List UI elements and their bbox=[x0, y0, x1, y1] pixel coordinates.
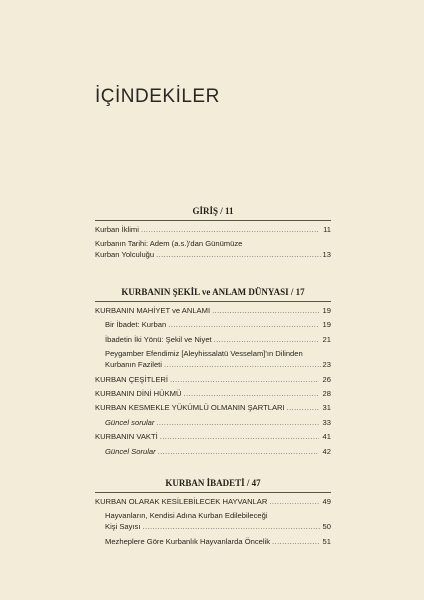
section-divider bbox=[95, 220, 331, 221]
toc-entry-page: 41 bbox=[322, 432, 331, 442]
toc-entry[interactable] bbox=[95, 536, 331, 547]
page-title: İÇİNDEKİLER bbox=[95, 86, 220, 107]
toc-entry-title: KURBAN ÇEŞİTLERİ bbox=[95, 374, 169, 384]
toc-entry-page: 42 bbox=[322, 446, 331, 456]
section-divider bbox=[95, 301, 331, 302]
dot-leader bbox=[272, 536, 319, 547]
dot-leader bbox=[170, 374, 319, 385]
dot-leader bbox=[168, 319, 319, 330]
toc-entry[interactable] bbox=[95, 319, 331, 330]
toc-entry[interactable] bbox=[95, 238, 331, 260]
toc-entry-page: 49 bbox=[322, 497, 331, 506]
toc-entry-page: 28 bbox=[322, 388, 331, 398]
toc-entry[interactable] bbox=[95, 334, 331, 345]
section-heading: KURBANIN ŞEKİL ve ANLAM DÜNYASI / 17 bbox=[121, 287, 305, 297]
dot-leader bbox=[212, 305, 319, 316]
toc-entry-page: 33 bbox=[322, 417, 331, 427]
toc-entry-page: 19 bbox=[322, 320, 331, 330]
toc-entry-page: 50 bbox=[322, 522, 331, 532]
toc-entry-page: 51 bbox=[322, 536, 331, 546]
toc-entry-title: KURBAN OLARAK KESİLEBİLECEK HAYVANLAR bbox=[95, 497, 268, 506]
toc-entry-title: Mezheplere Göre Kurbanlık Hayvanlarda Öncelik bbox=[105, 536, 271, 546]
toc-entry[interactable] bbox=[95, 388, 331, 399]
toc-entry[interactable] bbox=[95, 496, 331, 507]
dot-leader bbox=[287, 402, 319, 413]
toc-entry-title: Hayvanların, Kendisi Adına Kurban Edilebileceği bbox=[105, 511, 268, 521]
dot-leader bbox=[158, 446, 319, 457]
toc-entry-page: 13 bbox=[322, 250, 331, 260]
toc-entry-title: KURBANIN DİNİ HÜKMÜ bbox=[95, 388, 182, 398]
toc-entry-title: Kurbanın Tarihi: Adem (a.s.)'dan Günümüze bbox=[95, 239, 243, 249]
dot-leader bbox=[142, 521, 320, 532]
toc-entry-title: İbadetin İki Yönü: Şekil ve Niyet bbox=[105, 334, 212, 344]
toc-entry-page: 31 bbox=[322, 403, 331, 413]
dot-leader bbox=[269, 496, 319, 507]
toc-entry-page: 26 bbox=[322, 374, 331, 384]
dot-leader bbox=[156, 417, 319, 428]
toc-section-kurban-ibadeti bbox=[95, 478, 331, 550]
toc-entry-title: Güncel sorular bbox=[105, 417, 155, 427]
toc-entry-title: KURBANIN MAHİYET ve ANLAMI bbox=[95, 306, 211, 315]
dot-leader bbox=[156, 249, 320, 260]
toc-entry[interactable] bbox=[95, 348, 331, 370]
toc-entry-title: Kurban İklimi bbox=[95, 225, 139, 234]
toc-entry-title: KURBAN KESMEKLE YÜKÜMLÜ OLMANIN ŞARTLARI bbox=[95, 403, 285, 413]
toc-entry-title: Peygamber Efendimiz [Aleyhissalatü Vesselam]'ın Dilinden bbox=[105, 349, 303, 359]
toc-entry[interactable] bbox=[95, 305, 331, 316]
toc-entry-title-cont: Kişi Sayısı bbox=[105, 522, 141, 532]
dot-leader bbox=[160, 431, 319, 442]
toc-entry[interactable] bbox=[95, 417, 331, 428]
dot-leader bbox=[141, 224, 319, 235]
toc-entry-title-cont: Kurban Yolculuğu bbox=[95, 250, 155, 260]
section-heading: GİRİŞ / 11 bbox=[192, 206, 234, 216]
toc-entry[interactable] bbox=[95, 431, 331, 442]
toc-entry-title: Güncel Sorular bbox=[105, 446, 156, 456]
dot-leader bbox=[214, 334, 319, 345]
section-divider bbox=[95, 492, 331, 493]
toc-entry-page: 19 bbox=[322, 306, 331, 315]
dot-leader bbox=[164, 359, 321, 370]
toc-section-sekil-anlam bbox=[95, 287, 331, 460]
toc-entry-title-cont: Kurbanın Fazileti bbox=[105, 360, 162, 370]
section-heading: KURBAN İBADETİ / 47 bbox=[165, 478, 261, 488]
toc-entry-page: 23 bbox=[322, 360, 331, 370]
toc-section-giris bbox=[95, 206, 331, 264]
toc-entry[interactable] bbox=[95, 446, 331, 457]
toc-entry[interactable] bbox=[95, 402, 331, 413]
toc-entry-title: Bir İbadet: Kurban bbox=[105, 320, 167, 330]
toc-entry[interactable] bbox=[95, 510, 331, 532]
toc-entry-page: 21 bbox=[322, 334, 331, 344]
toc-entry-title: KURBANIN VAKTİ bbox=[95, 432, 158, 442]
toc-entry-page: 11 bbox=[323, 225, 331, 234]
toc-entry[interactable] bbox=[95, 224, 331, 235]
toc-entry[interactable] bbox=[95, 374, 331, 385]
dot-leader bbox=[184, 388, 320, 399]
